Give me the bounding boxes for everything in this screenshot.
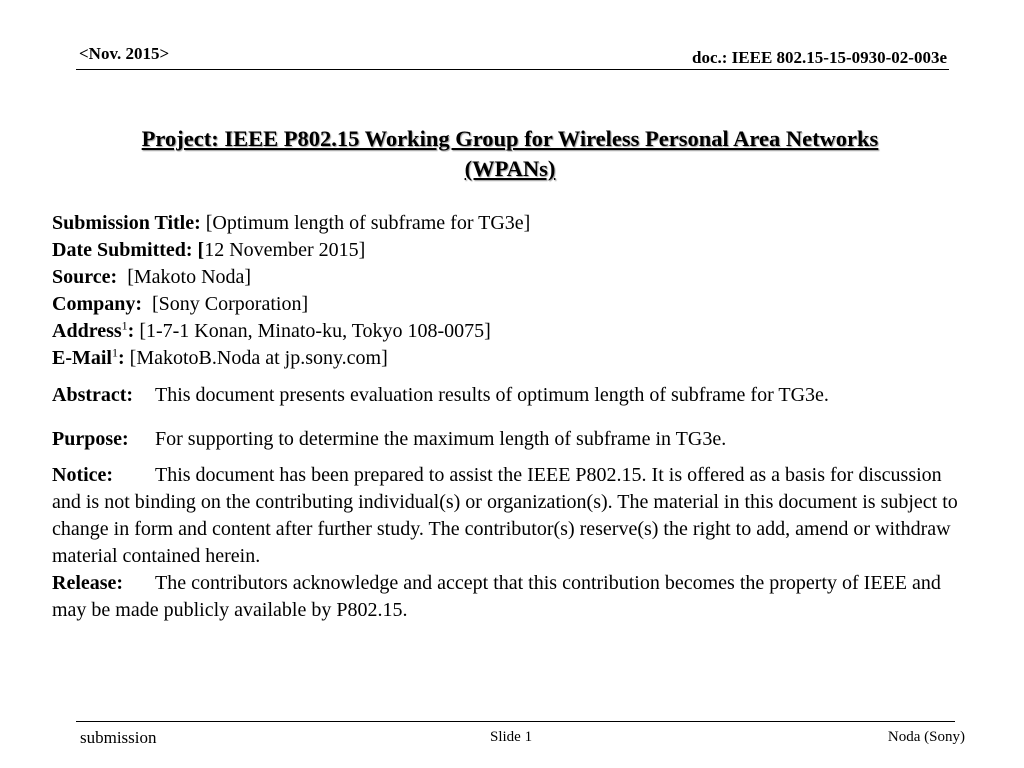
source-label: Source: (52, 266, 118, 288)
address-label: Address (52, 320, 122, 342)
company-value: [Sony Corporation] (142, 293, 309, 315)
email-row (52, 345, 530, 372)
purpose-label: Purpose: (52, 428, 129, 450)
header-divider (76, 69, 949, 70)
submission-title-row (52, 210, 530, 237)
notice-paragraph (52, 462, 972, 570)
submission-title-value: [Optimum length of subframe for TG3e] (200, 212, 531, 234)
footer-divider (76, 721, 955, 722)
abstract-text: This document presents evaluation results of optimum length of subframe for TG3e. (155, 384, 829, 406)
email-label: E-Mail (52, 347, 112, 369)
notice-block (52, 462, 972, 624)
source-value: [Makoto Noda] (117, 266, 252, 288)
release-text: The contributors acknowledge and accept that this contribution becomes the property of IEEE and may be made publicly available by P802.15. (52, 572, 941, 621)
footer-submission: submission (80, 728, 157, 747)
address-colon: : (127, 320, 135, 342)
header-date: <Nov. 2015> (79, 44, 170, 63)
project-title (60, 124, 960, 184)
footer-author: Noda (Sony) (887, 729, 965, 745)
date-submitted-row (52, 237, 530, 264)
source-row (52, 264, 530, 291)
release-label: Release: (52, 572, 124, 594)
submission-title-label: Submission Title: (52, 212, 201, 234)
purpose-row (52, 426, 972, 453)
notice-label: Notice: (52, 464, 114, 486)
address-value: [1-7-1 Konan, Minato-ku, Tokyo 108-0075] (134, 320, 491, 342)
project-title-line2: (WPANs) (464, 156, 556, 181)
address-row (52, 318, 530, 345)
abstract-label: Abstract: (52, 384, 134, 406)
date-submitted-label: Date Submitted: [ (52, 239, 205, 261)
date-submitted-value: 12 November 2015] (204, 239, 366, 261)
header-doc-id: doc.: IEEE 802.15-15-0930-02-003e (692, 48, 947, 67)
notice-text: This document has been prepared to assist the IEEE P802.15. It is offered as a basis for discussion and is not binding on the contributing individual(s) or organization(s). The material in this document is subject to change in form and content after further study. The contributor(s) reserve(s) the right to add, amend or withdraw material contained herein. (52, 464, 958, 567)
address-footnote-marker: 1 (121, 318, 128, 333)
footer-slide-number: Slide 1 (490, 729, 533, 745)
purpose-text: For supporting to determine the maximum length of subframe in TG3e. (155, 428, 727, 450)
submission-metadata (52, 210, 530, 372)
email-value: [MakotoB.Noda at jp.sony.com] (124, 347, 388, 369)
project-title-line1: Project: IEEE P802.15 Working Group for Wireless Personal Area Networks (141, 126, 879, 151)
release-paragraph (52, 570, 972, 624)
company-label: Company: (52, 293, 143, 315)
email-colon: : (118, 347, 125, 369)
email-footnote-marker: 1 (112, 345, 118, 360)
company-row (52, 291, 530, 318)
abstract-row (52, 382, 972, 409)
